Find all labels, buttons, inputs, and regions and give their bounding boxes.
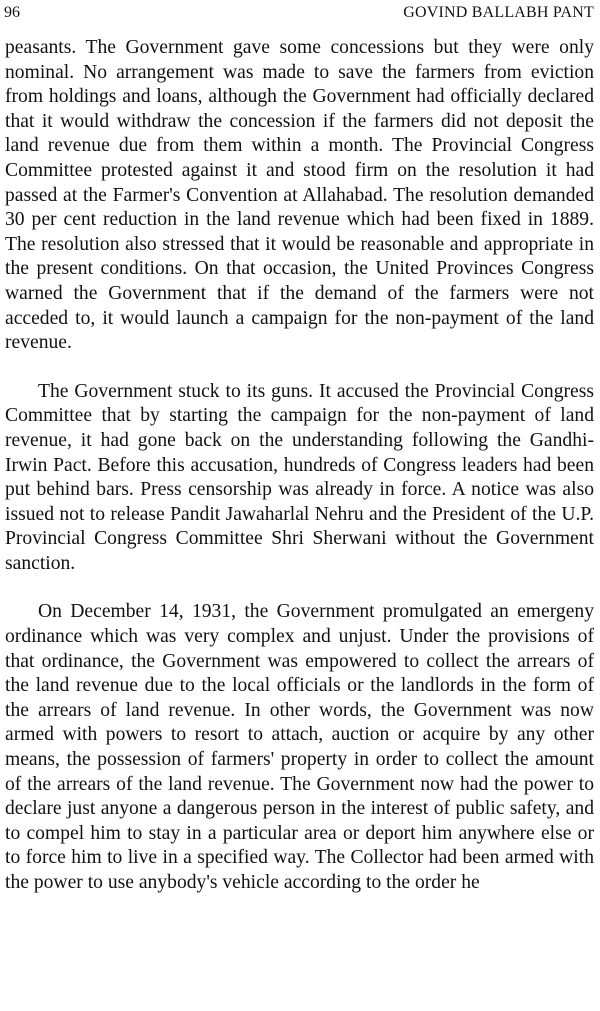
body-text [5,36,594,896]
paragraph-spacer [5,576,594,600]
paragraph-spacer [5,356,594,380]
paragraph-2: The Government stuck to its guns. It accused the Provincial Congress Committee that by starting the campaign for the non-payment of land revenue, it had gone back on the understanding following the Gandhi-Irwin Pact. Before this accusation, hundreds of Congress leaders had been put behind bars. Press censorship was already in force. A notice was also issued not to release Pandit Jawaharlal Nehru and the President of the U.P. Provincial Congress Committee Shri Sherwani without the Government sanction. [5,380,594,574]
page-number: 96 [4,4,20,21]
running-title: GOVIND BALLABH PANT [403,4,594,21]
paragraph-3: On December 14, 1931, the Government promulgated an emergeny ordinance which was very complex and unjust. Under the provisions of that ordinance, the Government was empowered to collect the arrears of the land revenue due to the local officials or the landlords in the form of the arrears of land revenue. In other words, the Government was now armed with powers to resort to attach, auction or acquire by any other means, the possession of farmers' property in order to collect the amount of the arrears of the land revenue. The Government now had the power to declare just anyone a dangerous person in the interest of public safety, and to compel him to stay in a particular area or deport him anywhere else or to force him to live in a specified way. The Collector had been armed with the power to use anybody's vehicle according to the order he [5,601,594,893]
running-header [4,2,594,24]
paragraph-1: peasants. The Government gave some concessions but they were only nominal. No arrangement was made to save the farmers from eviction from holdings and loans, although the Government had officially declared that it would withdraw the concession if the farmers did not deposit the land revenue due from them within a month. The Provincial Congress Committee protested against it and stood firm on the resolution it had passed at the Farmer's Convention at Allahabad. The resolution demanded 30 per cent reduction in the land revenue which had been fixed in 1889. The resolution also stressed that it would be reasonable and appropriate in the present conditions. On that occasion, the United Provinces Congress warned the Government that if the demand of the farmers were not acceded to, it would launch a campaign for the non-payment of the land revenue. [5,37,594,354]
